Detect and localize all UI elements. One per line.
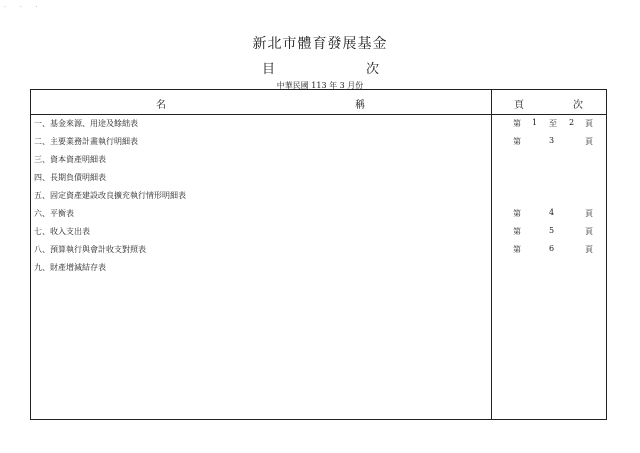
page-token: 4 [549,208,555,217]
row-name: 三、資本資產明細表 [34,155,106,164]
table-row [31,151,606,168]
scan-specks: · · · [4,4,44,11]
document-title: 新北市體育發展基金 [252,36,388,52]
table-row [31,223,606,240]
page-token: 頁 [585,245,593,254]
row-name: 九、財產增減結存表 [34,263,106,272]
table-row [31,115,606,132]
page-token: 2 [569,118,575,127]
page-token: 第 [513,209,521,218]
column-header-name-a: 名 [156,100,166,111]
page-token: 3 [549,136,555,145]
table-row [31,187,606,204]
page-token: 頁 [585,137,593,146]
page-token: 第 [513,245,521,254]
page-token: 至 [549,119,557,128]
page-token: 頁 [585,209,593,218]
report-date: 中華民國 113 年 3 月份 [276,81,364,90]
contents-table [30,89,607,420]
row-name: 四、長期負債明細表 [34,173,106,182]
subtitle-right: 次 [366,62,380,77]
row-name: 五、固定資產建設改良擴充執行情形明細表 [34,191,186,200]
table-row [31,169,606,186]
row-name: 二、主要業務計畫執行明細表 [34,137,138,146]
row-name: 一、基金來源、用途及餘絀表 [34,119,138,128]
column-header-name-b: 稱 [355,100,365,111]
table-row [31,241,606,258]
table-row [31,205,606,222]
page-token: 頁 [585,119,593,128]
column-header-page-a: 頁 [514,100,524,111]
column-header-page-b: 次 [573,100,583,111]
page-token: 頁 [585,227,593,236]
row-name: 六、平衡表 [34,209,74,218]
page-token: 第 [513,137,521,146]
page-token: 1 [532,118,538,127]
row-name: 七、收入支出表 [34,227,90,236]
page-token: 第 [513,119,521,128]
subtitle-left: 目 [262,62,276,77]
page-token: 6 [549,244,555,253]
table-row [31,259,606,276]
row-name: 八、預算執行與會計收支對照表 [34,245,146,254]
page-token: 5 [549,226,555,235]
page-token: 第 [513,227,521,236]
table-row [31,133,606,150]
